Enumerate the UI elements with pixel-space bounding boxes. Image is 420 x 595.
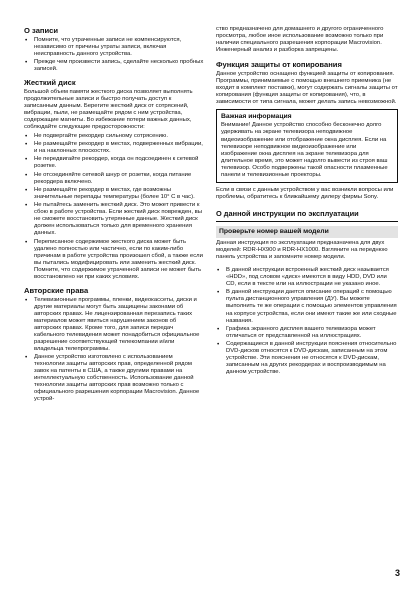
hdd-heading: Жесткий диск [24, 78, 76, 88]
page-number: 3 [395, 568, 401, 578]
list-item: • Прежде чем произвести запись, сделайте несколько пробных записей. [24, 59, 204, 73]
model-check-heading: Проверьте номер вашей модели [219, 227, 329, 235]
list-item: • Не размещайте рекордер в местах, подверженных вибрации, и на наклонных плоскостях. [24, 141, 204, 155]
hdd-intro: Большой объем памяти жесткого диска позволяет выполнять продолжительные записи и быстро получать доступ к записанным данным. Берегите жесткий диск от сотрясений, вибрации, пыли, не размещайте рядом с ним устройства, содержащие магниты. Во избежание потери важных данных, соблюдайте следующие предосторожности: [24, 88, 193, 130]
records-heading: О записи [24, 26, 59, 35]
list-item: • Телевизионные программы, пленки, видеокассеты, диски и другие материалы могут быть защищены законами об авторских правах. Не лицензированная перезапись таких материалов может явиться нарушением законов об авторских правах. Кроме того, для записи передач кабельного телевидения может понадобиться официальное разрешение соответствующей телекомпании и/или владельца телепрограммы. [24, 297, 204, 353]
list-item: • В данной инструкции встроенный жесткий диск называется «HDD», под словом «диск» имеются в виду HDD, DVD или CD, если в тексте или на иллюстрации не указано иное. [216, 267, 398, 288]
model-check-text: Данная инструкция по эксплуатации предназначена для двух моделей: RDR-HX900 и RDR-HX1000. Взгляните на переднюю панель устройства и запомните номер модели. [216, 239, 388, 260]
list-item: • Не передвигайте рекордер, когда он подсоединен к сетевой розетке. [24, 156, 204, 170]
important-info-heading: Важная информация [221, 112, 292, 120]
list-item: • Содержащиеся в данной инструкции пояснения относительно DVD-дисков относятся к DVD-дискам, записанным на этом устройстве. Эти пояснения не относятся к DVD-дискам, записанным на других рекордерах и воспроизводимым на данном устройстве. [216, 341, 398, 376]
right-column [216, 26, 398, 377]
model-check-header [216, 226, 398, 238]
left-column [24, 26, 204, 405]
list-item: • Графика экранного дисплея вашего телевизора может отличаться от представленной на иллюстрациях. [216, 326, 398, 340]
important-info-box [216, 109, 398, 183]
list-item: • Не отсоединяйте сетевой шнур от розетки, когда питание рекордера включено. [24, 172, 204, 186]
list-item: • Не пытайтесь заменить жесткий диск. Это может привести к сбою в работе устройства. Если жесткий диск поврежден, вы не сможете восстановить утерянные данные. Жесткий диск должен использоваться только для временного хранения данных. [24, 202, 204, 237]
contact-dealer-text: Если в связи с данным устройством у вас возникли вопросы или проблемы, обратитесь к ближайшему дилеру фирмы Sony. [216, 186, 394, 200]
hdd-list [24, 133, 204, 281]
copy-protection-heading: Функция защиты от копирования [216, 60, 342, 70]
list-item: • Помните, что утраченные записи не компенсируются, независимо от причины утраты записи, включая неисправность данного устройства. [24, 37, 204, 58]
manual-section-heading: О данной инструкции по эксплуатации [216, 208, 359, 218]
copy-protection-text: Данное устройство оснащено функцией защиты от копирования. Программы, принимаемые с помощью внешнего приемника (не входит в комплект поставки), могут содержать сигналы защиты от копирования (функция защиты от копирования), что, в зависимости от типа сигнала, может делать запись невозможной. [216, 70, 398, 105]
list-item: • Данное устройство изготовлено с использованием технологии защиты авторских прав, определенной рядом завок на патенты в США, а также другими правами на интеллектуальную собственность. Использование данной технологии защиты авторских прав возможно только с официального разрешения корпорации Macrovision. Данное устрой- [24, 354, 204, 403]
manual-notes-list [216, 267, 398, 376]
copyright-continuation: ство предназначено для домашнего и другого ограниченного просмотра, любое иное использование возможно только при наличии специального разрешения корпорации Macrovision. Инженерный анализ и разборка запрещены. [216, 26, 384, 54]
copyright-list [24, 297, 204, 404]
important-info-text: Внимание! Данное устройство способно бесконечно долго удерживать на экране телевизора неподвижное видеоизображение или отображение окна дисплея. Если на телевизоре неподвижное видеоизображение или изображение окна дисплея на экране телевизора для длительное время, это может надолго вывести из строя ваш телевизор. Особо подвержены такой опасности плазменные панели и телевизионные проекторы. [221, 122, 388, 178]
list-item: • Не подвергайте рекордер сильному сотрясению. [24, 133, 204, 140]
list-item: • В данной инструкции дается описание операций с помощью пульта дистанционного управления (ДУ). Вы можете выполнить те же операции с помощью элементов управления на корпусе устройства, если они имеют такие же или сходные названия. [216, 289, 398, 324]
list-item: • Не размещайте рекордер в местах, где возможны значительные перепады температуры (более 10° С в час). [24, 187, 204, 201]
list-item: • Переписанное содержимое жесткого диска может быть удалено полностью или частично, если по каким-либо причинам в работе устройства произошел сбой, а также если вы пытались модифицировать или заменить жесткий диск. Помните, что содержимое утраченной записи не может быть восстановлено ни при каких условиях. [24, 239, 204, 281]
records-list [24, 37, 204, 73]
copyright-heading: Авторские права [24, 286, 89, 296]
